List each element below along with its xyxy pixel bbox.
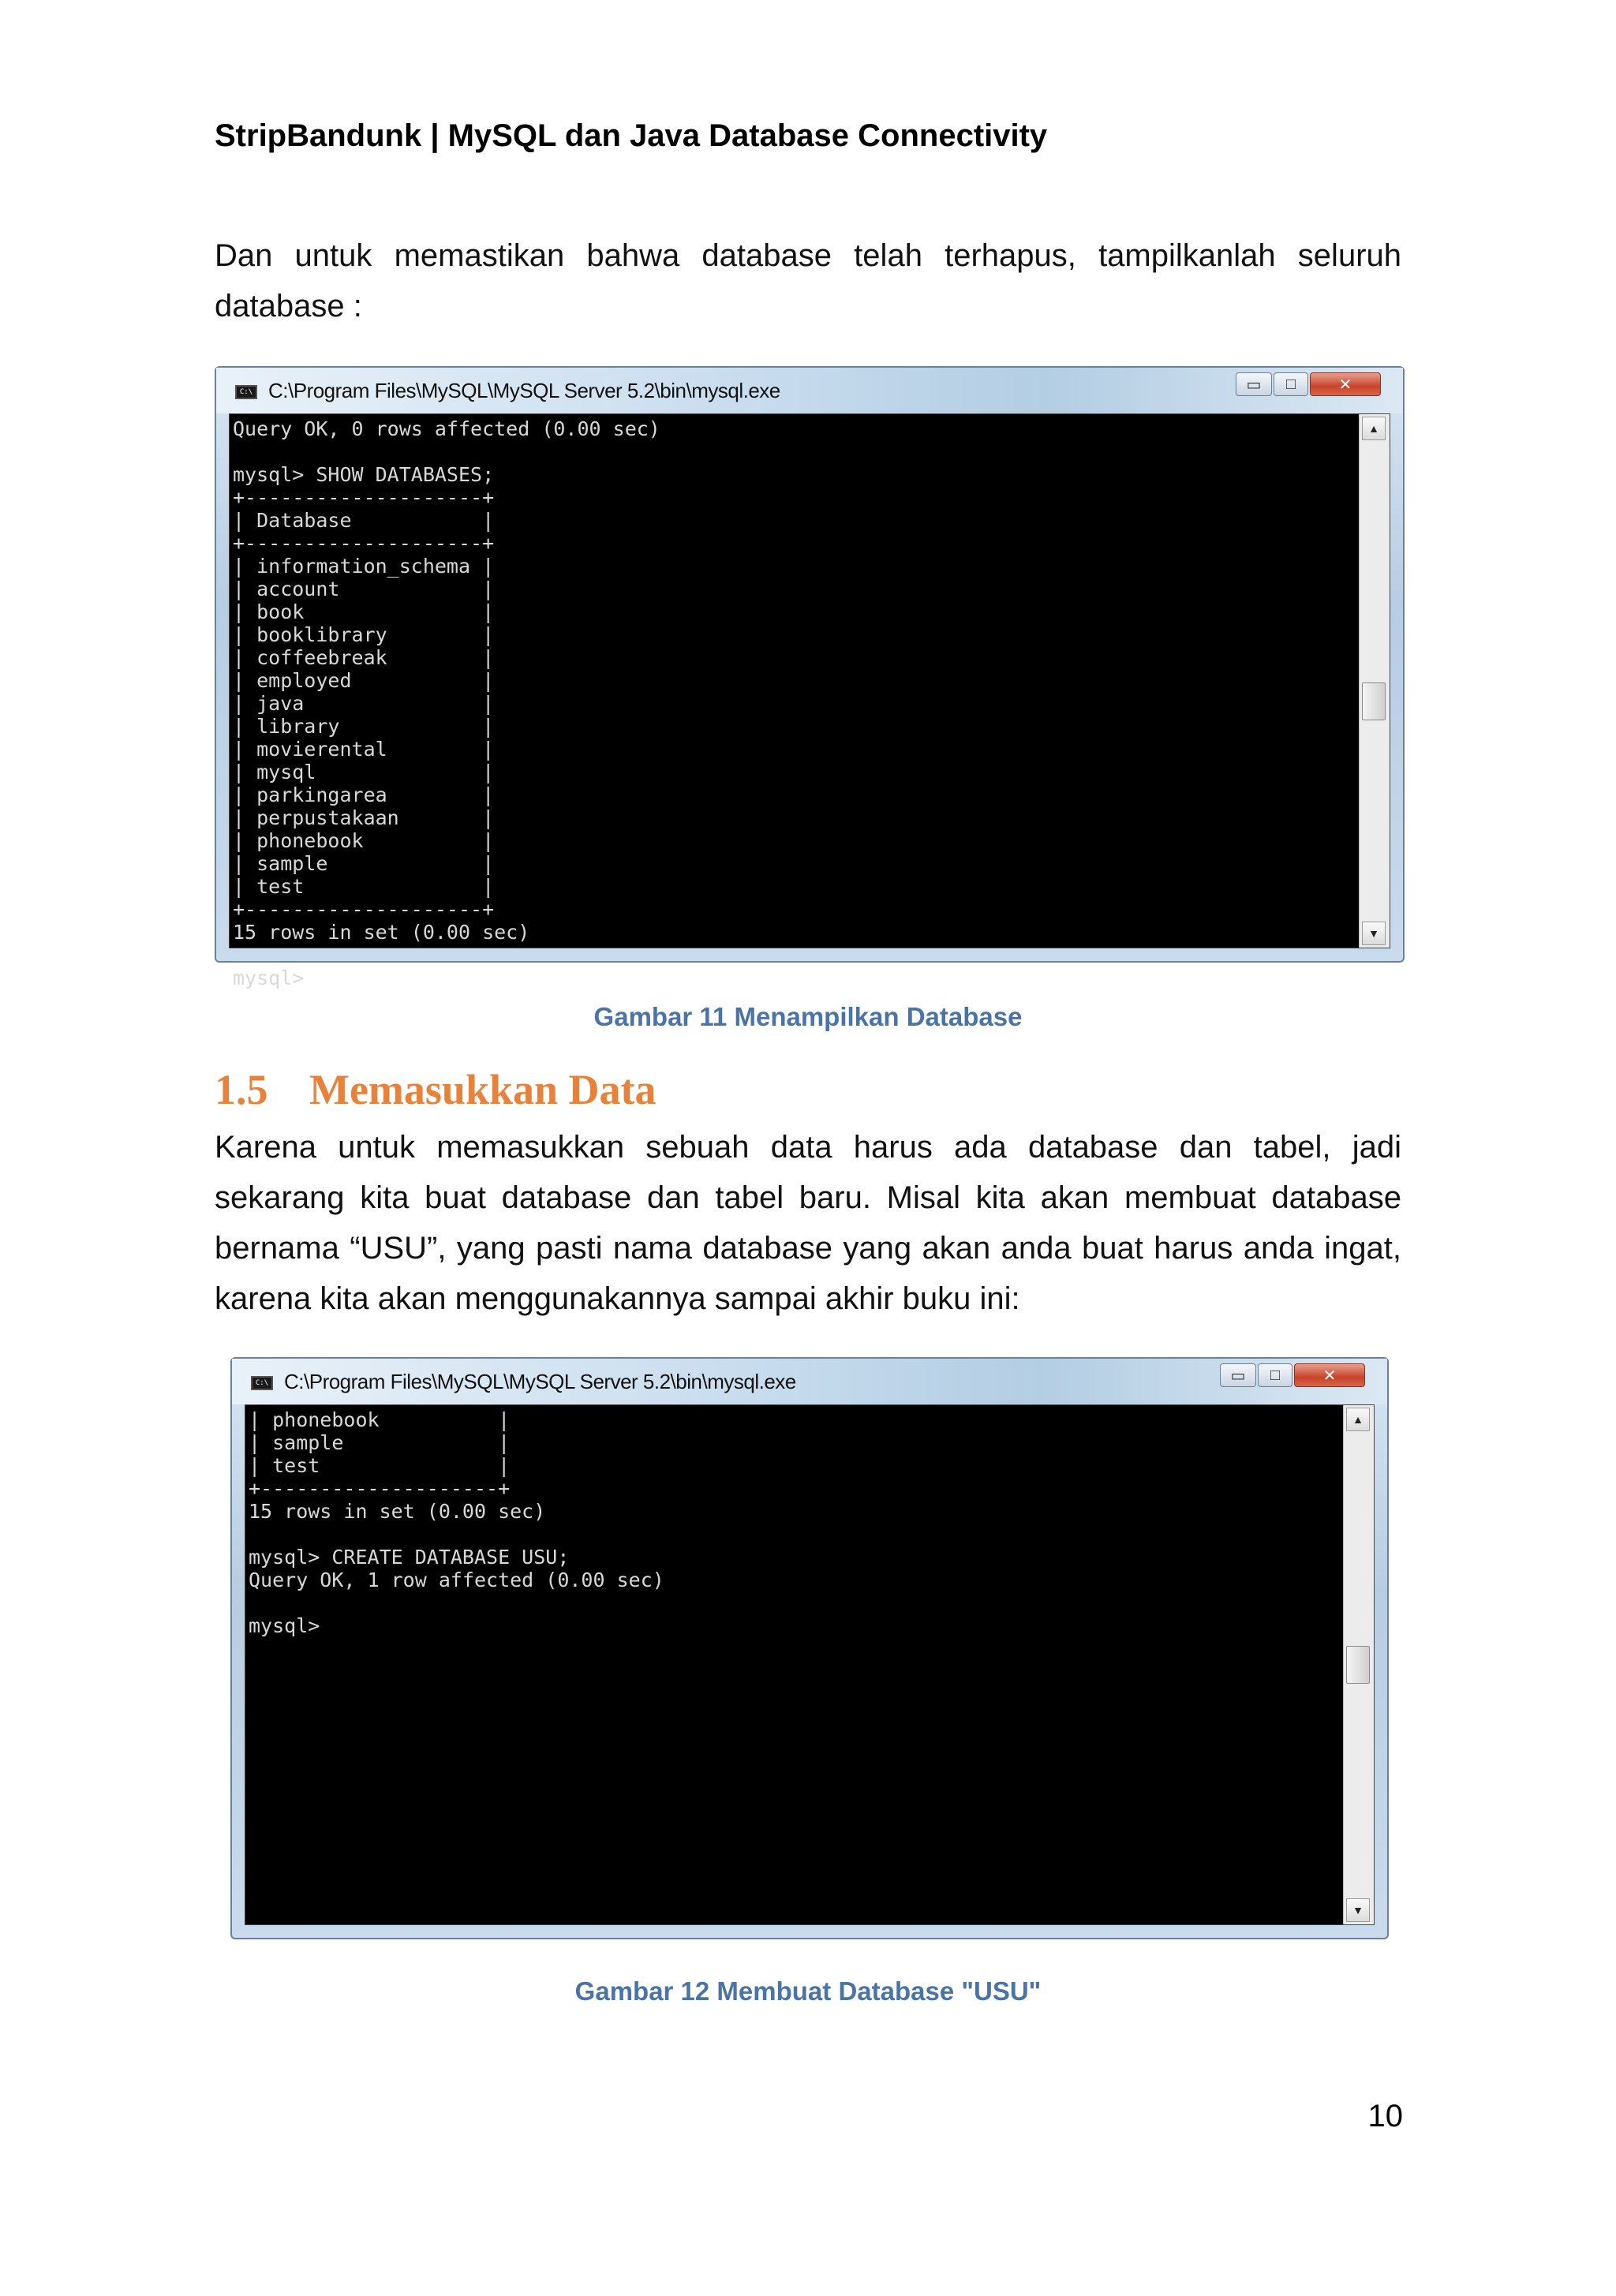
page-number: 10 (1367, 2099, 1403, 2133)
scroll-thumb[interactable] (1346, 1646, 1370, 1684)
window-title: C:\Program Files\MySQL\MySQL Server 5.2\bin\mysql.exe (284, 1370, 796, 1393)
maximize-button[interactable]: □ (1274, 372, 1308, 396)
vertical-scrollbar[interactable] (1359, 414, 1390, 948)
close-button[interactable]: ✕ (1294, 1363, 1365, 1387)
figure-caption-12: Gambar 12 Membuat Database "USU" (574, 1976, 1042, 2006)
running-header: StripBandunk | MySQL dan Java Database Connectivity (215, 118, 1048, 153)
console-output-area[interactable] (245, 1404, 1375, 1925)
maximize-button[interactable]: □ (1258, 1363, 1292, 1387)
console-window-show-databases (215, 366, 1405, 989)
scroll-up-arrow-icon[interactable]: ▲ (1346, 1408, 1370, 1431)
figure-caption-11: Gambar 11 Menampilkan Database (593, 1002, 1023, 1031)
scroll-down-arrow-icon[interactable]: ▼ (1346, 1898, 1370, 1922)
console-text: Query OK, 0 rows affected (0.00 sec) mysql> SHOW DATABASES; +--------------------+ | Database | +--------------------+ | information_schema | | account | | book | | booklibrary | | coffeebreak | | employed | | java | | library | | movierental | | mysql | | parkingarea | | perpustakaan | | phonebook | | sample | | test | +--------------------+ 15 rows in set (0.00 sec) mysql> (233, 417, 660, 989)
scroll-down-arrow-icon[interactable]: ▼ (1362, 922, 1386, 945)
console-output-area[interactable] (229, 413, 1390, 989)
minimize-button[interactable]: ▭ (1236, 372, 1272, 396)
section-heading (215, 1065, 656, 1114)
paragraph-intro: Dan untuk memastikan bahwa database telah terhapus, tampilkanlah seluruh database : (215, 238, 1401, 323)
minimize-button[interactable]: ▭ (1220, 1363, 1256, 1387)
window-titlebar[interactable] (232, 1359, 1387, 1404)
window-titlebar[interactable] (216, 368, 1403, 413)
console-app-icon: C:\ (235, 385, 257, 399)
window-title: C:\Program Files\MySQL\MySQL Server 5.2\bin\mysql.exe (268, 379, 780, 402)
console-text: | phonebook | | sample | | test | +--------------------+ 15 rows in set (0.00 sec) mysql> CREATE DATABASE USU; Query OK, 1 row affected (0.00 sec) mysql> (249, 1408, 664, 1637)
scroll-up-arrow-icon[interactable]: ▲ (1362, 417, 1386, 440)
close-button[interactable]: ✕ (1310, 372, 1381, 396)
section-title: Memasukkan Data (309, 1066, 656, 1113)
console-app-icon: C:\ (251, 1376, 273, 1390)
section-number: 1.5 (215, 1066, 268, 1113)
scroll-thumb[interactable] (1362, 682, 1386, 720)
vertical-scrollbar[interactable] (1343, 1405, 1374, 1924)
console-window-create-database (230, 1357, 1389, 1939)
paragraph-body: Karena untuk memasukkan sebuah data harus ada database dan tabel, jadi sekarang kita buat database dan tabel baru. Misal kita akan membuat database bernama “USU”, yang pasti nama database yang akan anda buat harus anda ingat, karena kita akan menggunakannya sampai akhir buku ini: (215, 1130, 1401, 1316)
